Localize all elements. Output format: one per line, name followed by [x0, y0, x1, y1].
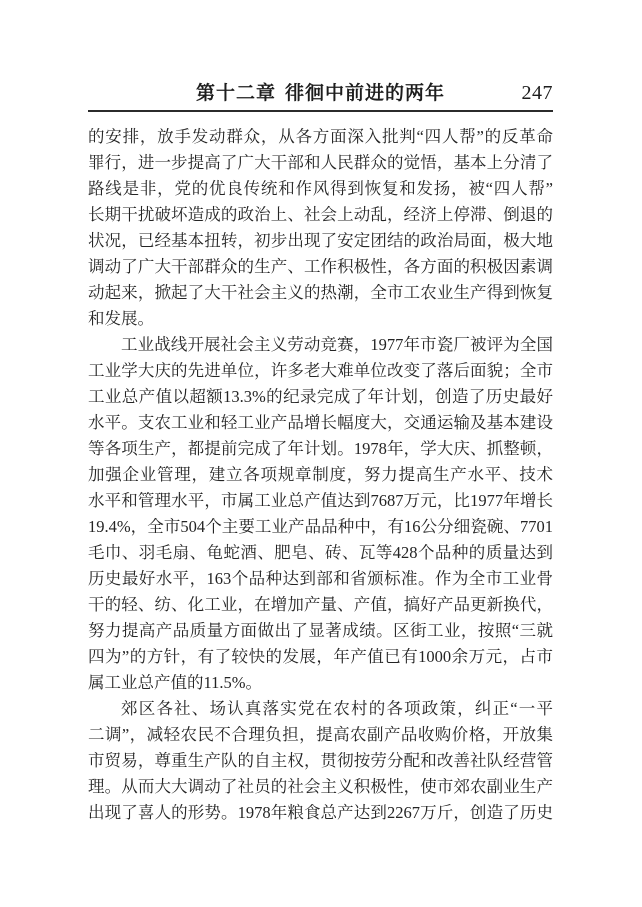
- text-line: 出现了喜人的形势。1978年粮食总产达到2267万斤，创造了历史: [88, 803, 553, 822]
- text-line: 加强企业管理，建立各项规章制度，努力提高生产水平、技术: [88, 465, 553, 484]
- text-line: 和发展。: [88, 309, 154, 328]
- text-line: 工业总产值以超额13.3%的纪录完成了年计划，创造了历史最好: [88, 387, 553, 406]
- page-body: [88, 124, 553, 826]
- page-header: [88, 83, 553, 105]
- header-rule: [88, 110, 553, 112]
- text-line: 历史最好水平，163个品种达到部和省颁标准。作为全市工业骨: [88, 569, 553, 588]
- text-line: 水平和管理水平，市属工业总产值达到7687万元，比1977年增长: [88, 491, 553, 510]
- text-line: 长期干扰破坏造成的政治上、社会上动乱，经济上停滞、倒退的: [88, 205, 553, 224]
- chapter-title: 徘徊中前进的两年: [285, 83, 446, 104]
- text-line: 努力提高产品质量方面做出了显著成绩。区街工业，按照“三就: [88, 621, 553, 640]
- text-line: 四为”的方针，有了较快的发展，年产值已有1000余万元，占市: [88, 647, 553, 666]
- text-line: 理。从而大大调动了社员的社会主义积极性，使市郊农副业生产: [88, 777, 553, 796]
- text-line: 毛巾、羽毛扇、龟蛇酒、肥皂、砖、瓦等428个品种的质量达到: [88, 543, 553, 562]
- text-line: 19.4%，全市504个主要工业产品品种中，有16公分细瓷碗、7701: [88, 517, 553, 536]
- text-line: 水平。支农工业和轻工业产品增长幅度大，交通运输及基本建设: [88, 413, 553, 432]
- text-line: 的安排，放手发动群众，从各方面深入批判“四人帮”的反革命: [88, 127, 553, 146]
- text-line: 工业学大庆的先进单位，许多老大难单位改变了落后面貌；全市: [88, 361, 553, 380]
- text-line: 动起来，掀起了大干社会主义的热潮，全市工农业生产得到恢复: [88, 283, 553, 302]
- text-line: 市贸易，尊重生产队的自主权，贯彻按劳分配和改善社队经营管: [88, 751, 553, 770]
- text-line: 调动了广大干部群众的生产、工作积极性，各方面的积极因素调: [88, 257, 553, 276]
- text-line: 二调”，减轻农民不合理负担，提高农副产品收购价格，开放集: [88, 725, 553, 744]
- text-line: 属工业总产值的11.5%。: [88, 673, 263, 692]
- text-line: 路线是非，党的优良传统和作风得到恢复和发扬，被“四人帮”: [88, 179, 553, 198]
- page-number: 247: [521, 82, 553, 104]
- paragraph: [88, 124, 553, 332]
- chapter-heading: [88, 83, 553, 105]
- paragraph: [88, 696, 553, 826]
- text-line: 等各项生产，都提前完成了年计划。1978年，学大庆、抓整顿，: [88, 439, 553, 458]
- chapter-number: 第十二章: [195, 83, 276, 104]
- text-line: 郊区各社、场认真落实党在农村的各项政策，纠正“一平: [121, 699, 553, 718]
- text-line: 罪行，进一步提高了广大干部和人民群众的觉悟，基本上分清了: [88, 153, 553, 172]
- text-line: 状况，已经基本扭转，初步出现了安定团结的政治局面，极大地: [88, 231, 553, 250]
- text-line: 工业战线开展社会主义劳动竞赛，1977年市瓷厂被评为全国: [121, 335, 553, 354]
- text-line: 干的轻、纺、化工业，在增加产量、产值，搞好产品更新换代，: [88, 595, 553, 614]
- paragraph: [88, 332, 553, 696]
